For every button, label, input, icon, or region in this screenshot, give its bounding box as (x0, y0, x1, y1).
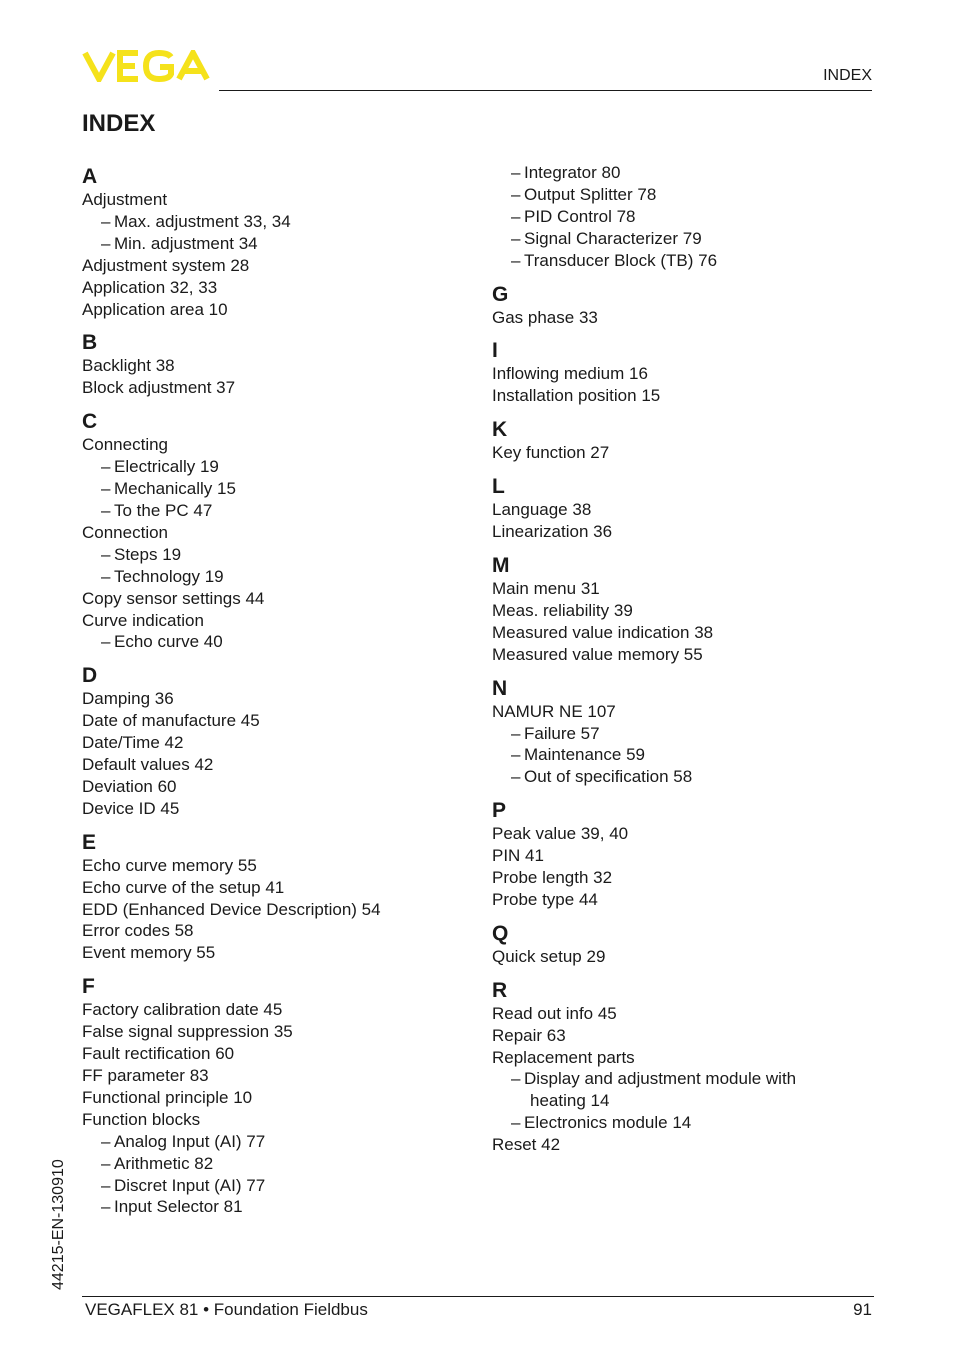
index-entry-text: Max. adjustment 33, 34 (114, 211, 291, 231)
index-subentry (492, 1068, 892, 1090)
index-entry (82, 434, 482, 456)
index-subentry (492, 184, 892, 206)
index-entry-text: NAMUR NE 107 (492, 701, 616, 721)
index-entry-text: Replacement parts (492, 1047, 635, 1067)
index-entry-text: Peak value 39, 40 (492, 824, 629, 844)
index-group (82, 331, 482, 399)
footer-product: VEGAFLEX 81 • Foundation Fieldbus (85, 1300, 368, 1319)
index-subentry (492, 1090, 892, 1112)
index-entry-text: Echo curve memory 55 (82, 855, 257, 875)
index-entry (492, 622, 892, 644)
index-entry-text: To the PC 47 (114, 500, 213, 520)
index-subentry (82, 500, 482, 522)
index-entry-text: Date/Time 42 (82, 733, 184, 753)
index-subentry (82, 456, 482, 478)
subentry-dash: – (101, 544, 111, 564)
index-entry-text: Maintenance 59 (524, 745, 645, 765)
index-subentry (492, 723, 892, 745)
index-column-left (82, 165, 482, 1229)
index-entry (82, 255, 482, 277)
index-group (492, 475, 892, 543)
index-entry (492, 1003, 892, 1025)
index-entry (82, 999, 482, 1021)
index-entry-text: Installation position 15 (492, 386, 661, 406)
index-group (492, 979, 892, 1156)
subentry-dash: – (101, 211, 111, 231)
index-entry-text: False signal suppression 35 (82, 1022, 293, 1042)
subentry-dash: – (101, 500, 111, 520)
index-group (492, 677, 892, 789)
index-group (82, 664, 482, 819)
index-entry-text: Gas phase 33 (492, 307, 598, 327)
index-entry-text: Connection (82, 522, 169, 542)
index-entry-text: Input Selector 81 (114, 1197, 243, 1217)
header-section-label: INDEX (823, 67, 872, 84)
index-subentry (492, 206, 892, 228)
index-entry-text: Connecting (82, 435, 169, 455)
index-entry-text: Output Splitter 78 (524, 184, 657, 204)
index-entry (492, 1134, 892, 1156)
index-subentry (492, 1112, 892, 1134)
index-letter: L (492, 475, 505, 499)
index-entry (82, 1043, 482, 1065)
index-entry-text: Main menu 31 (492, 578, 600, 598)
index-entry-text: Damping 36 (82, 689, 174, 709)
index-entry-text: Backlight 38 (82, 356, 175, 376)
index-subentry (82, 478, 482, 500)
subentry-dash: – (101, 632, 111, 652)
index-entry-text: Application 32, 33 (82, 277, 218, 297)
index-entry-text: Electronics module 14 (524, 1113, 692, 1133)
index-entry-text: Curve indication (82, 610, 204, 630)
index-entry (82, 776, 482, 798)
index-subentry (82, 631, 482, 653)
subentry-dash: – (101, 1197, 111, 1217)
index-subentry (492, 250, 892, 272)
index-entry (82, 899, 482, 921)
index-entry (82, 377, 482, 399)
subentry-dash: – (101, 1153, 111, 1173)
index-letter: E (82, 830, 97, 854)
index-entry-text: Integrator 80 (524, 163, 621, 182)
index-entry (82, 1109, 482, 1131)
index-entry (492, 867, 892, 889)
page-title: INDEX (82, 110, 156, 137)
index-entry-text: Deviation 60 (82, 776, 177, 796)
vega-logo (82, 50, 210, 82)
index-entry-text: Linearization 36 (492, 522, 613, 542)
index-group (492, 162, 892, 272)
index-entry-text: Error codes 58 (82, 921, 194, 941)
index-entry (82, 522, 482, 544)
index-entry-text: Key function 27 (492, 443, 610, 463)
index-entry (492, 521, 892, 543)
index-entry-text: Measured value memory 55 (492, 644, 703, 664)
index-entry-text: PIN 41 (492, 846, 544, 866)
index-entry-text: Read out info 45 (492, 1003, 617, 1023)
index-group (82, 165, 482, 320)
index-entry-text: Discret Input (AI) 77 (114, 1175, 266, 1195)
index-entry (82, 688, 482, 710)
index-entry-text: Language 38 (492, 500, 592, 520)
index-entry (492, 644, 892, 666)
index-subentry (82, 544, 482, 566)
index-entry (82, 798, 482, 820)
index-entry-text: Arithmetic 82 (114, 1153, 214, 1173)
page-number: 91 (853, 1300, 872, 1319)
index-entry-text: Analog Input (AI) 77 (114, 1131, 266, 1151)
index-entry (82, 1087, 482, 1109)
index-letter: D (82, 664, 98, 688)
index-entry-text: Failure 57 (524, 723, 600, 743)
index-entry-text: Measured value indication 38 (492, 622, 714, 642)
index-entry-text: Echo curve of the setup 41 (82, 877, 285, 897)
index-entry (82, 920, 482, 942)
index-group (492, 283, 892, 329)
index-entry-text: Adjustment (82, 190, 168, 209)
index-entry-text: Functional principle 10 (82, 1087, 253, 1107)
index-entry (492, 442, 892, 464)
index-group (82, 410, 482, 653)
subentry-dash: – (101, 1131, 111, 1151)
index-entry-text: Application area 10 (82, 299, 228, 319)
index-subentry (492, 162, 892, 184)
index-column-right (492, 165, 892, 1167)
index-group (492, 799, 892, 911)
index-entry-text: Default values 42 (82, 755, 214, 775)
index-letter: N (492, 676, 508, 700)
subentry-dash: – (511, 184, 521, 204)
index-letter: Q (492, 921, 509, 945)
index-entry (82, 299, 482, 321)
subentry-dash: – (511, 228, 521, 248)
index-entry (82, 1021, 482, 1043)
index-entry-text: Event memory 55 (82, 943, 216, 963)
index-entry-text: Fault rectification 60 (82, 1044, 235, 1064)
vega-logo-letters (85, 53, 207, 79)
index-group (492, 418, 892, 464)
index-entry (492, 307, 892, 329)
index-entry (492, 845, 892, 867)
index-entry (492, 701, 892, 723)
index-entry-text: Technology 19 (114, 566, 224, 586)
index-entry-text: Steps 19 (114, 544, 182, 564)
index-entry (82, 754, 482, 776)
index-entry (492, 1047, 892, 1069)
index-letter: I (492, 339, 498, 363)
index-entry (82, 710, 482, 732)
subentry-dash: – (511, 206, 521, 226)
subentry-dash: – (511, 745, 521, 765)
index-entry-text: FF parameter 83 (82, 1066, 209, 1085)
header-rule (219, 90, 872, 91)
index-entry-text: Block adjustment 37 (82, 378, 236, 398)
index-entry (82, 277, 482, 299)
index-group (82, 831, 482, 965)
subentry-dash: – (101, 479, 111, 499)
index-letter: B (82, 331, 98, 355)
index-entry-text: Electrically 19 (114, 457, 219, 477)
index-entry (492, 823, 892, 845)
index-entry (82, 189, 482, 211)
index-entry (492, 1025, 892, 1047)
index-entry (82, 1065, 482, 1087)
index-subentry (82, 233, 482, 255)
index-letter: K (492, 418, 508, 442)
index-subentry (82, 1196, 482, 1218)
index-entry-text: Factory calibration date 45 (82, 1000, 283, 1020)
index-letter: A (82, 165, 98, 188)
index-entry-text: Inflowing medium 16 (492, 364, 648, 384)
index-entry (82, 732, 482, 754)
index-subentry (82, 1175, 482, 1197)
index-entry-text: Echo curve 40 (114, 632, 223, 652)
index-entry (82, 355, 482, 377)
index-subentry (82, 566, 482, 588)
index-entry (492, 600, 892, 622)
index-subentry (492, 228, 892, 250)
index-group (492, 339, 892, 407)
subentry-dash: – (101, 233, 111, 253)
index-entry-text: Quick setup 29 (492, 946, 606, 966)
index-entry-text: Probe length 32 (492, 868, 613, 888)
index-entry (82, 588, 482, 610)
index-entry-text: Reset 42 (492, 1135, 561, 1155)
index-letter: R (492, 978, 508, 1002)
index-letter: C (82, 410, 98, 434)
subentry-dash: – (101, 457, 111, 477)
index-entry-text: Function blocks (82, 1109, 201, 1129)
index-subentry (492, 766, 892, 788)
index-entry-text: Signal Characterizer 79 (524, 228, 702, 248)
index-entry (492, 889, 892, 911)
index-letter: P (492, 799, 507, 823)
index-entry (492, 363, 892, 385)
index-entry-text: PID Control 78 (524, 206, 636, 226)
index-entry-text: Display and adjustment module with (524, 1069, 797, 1089)
subentry-dash: – (511, 250, 521, 270)
index-subentry (492, 744, 892, 766)
index-entry (82, 855, 482, 877)
index-entry-text: heating 14 (530, 1091, 610, 1111)
index-entry (82, 610, 482, 632)
subentry-dash: – (101, 566, 111, 586)
index-group (492, 922, 892, 968)
index-entry (82, 942, 482, 964)
index-entry-text: Probe type 44 (492, 889, 598, 909)
index-letter: F (82, 975, 95, 999)
index-entry-text: Mechanically 15 (114, 479, 236, 499)
index-entry (82, 877, 482, 899)
index-entry (492, 946, 892, 968)
footer-rule (82, 1296, 874, 1297)
index-entry-text: Transducer Block (TB) 76 (524, 250, 718, 270)
index-subentry (82, 1153, 482, 1175)
index-entry (492, 578, 892, 600)
index-entry-text: Adjustment system 28 (82, 255, 250, 275)
index-entry-text: Copy sensor settings 44 (82, 588, 265, 608)
index-entry (492, 385, 892, 407)
index-group (492, 554, 892, 666)
index-letter: G (492, 282, 509, 306)
index-subentry (82, 1131, 482, 1153)
subentry-dash: – (511, 767, 521, 787)
index-entry-text: Repair 63 (492, 1025, 566, 1045)
index-subentry (82, 211, 482, 233)
index-entry-text: Min. adjustment 34 (114, 233, 258, 253)
subentry-dash: – (511, 163, 521, 182)
subentry-dash: – (511, 1113, 521, 1133)
index-entry (492, 499, 892, 521)
index-entry-text: Out of specification 58 (524, 767, 693, 787)
index-letter: M (492, 553, 510, 577)
index-entry-text: Meas. reliability 39 (492, 600, 633, 620)
subentry-dash: – (511, 723, 521, 743)
index-entry-text: Date of manufacture 45 (82, 711, 260, 731)
subentry-dash: – (101, 1175, 111, 1195)
index-entry-text: Device ID 45 (82, 798, 180, 818)
index-entry-text: EDD (Enhanced Device Description) 54 (82, 899, 381, 919)
document-code: 44215-EN-130910 (50, 1159, 67, 1290)
subentry-dash: – (511, 1069, 521, 1089)
index-group (82, 975, 482, 1218)
